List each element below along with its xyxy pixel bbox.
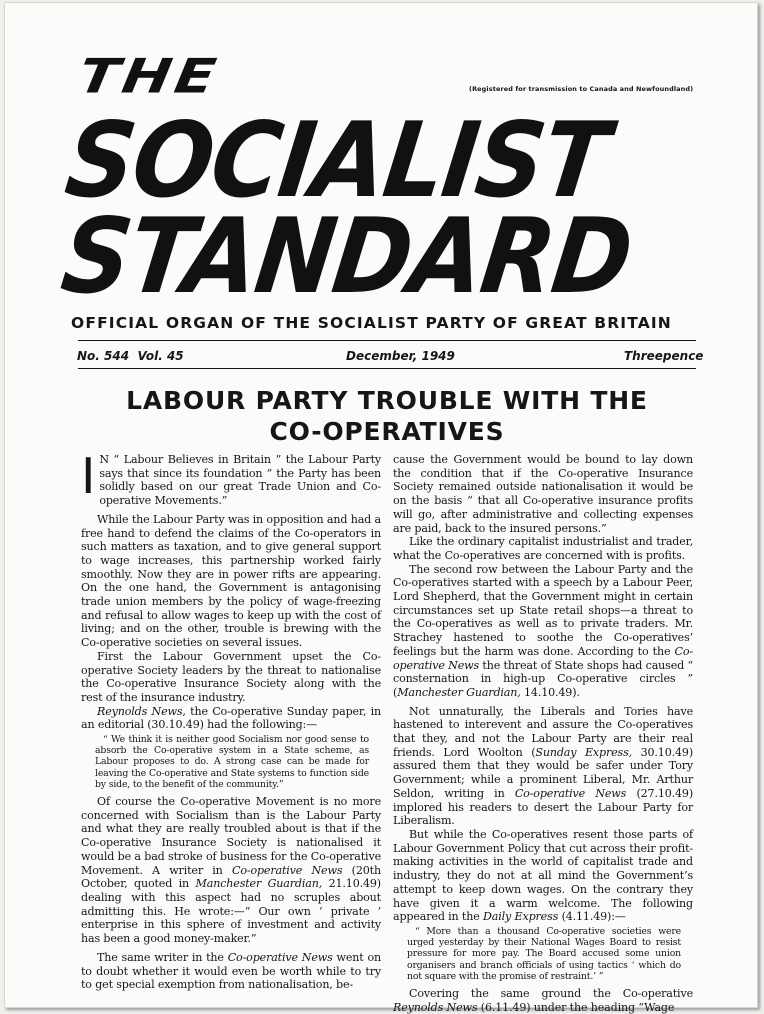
- paragraph: Reynolds News, the Co-operative Sunday paper, in an editorial (30.10.49) had the following:—: [81, 704, 382, 732]
- block-quote: “ More than a thousand Co-operative societies were urged yesterday by their National Wages Board to resist pressure for more pay. The Board accused some union organisers and branch officials of using tactics ‘ which do not square with the promise of restraint.’ ”: [407, 925, 681, 982]
- issue-volume: Vol. 45: [137, 349, 184, 363]
- paragraph: I N “ Labour Believes in Britain ” the Labour Party says that since its foundation “ the Party has been solidly based on our great Trade Union and Co-operative Movements.”: [81, 448, 381, 508]
- paragraph: Covering the same ground the Co-operative Reynolds News (6.11.49) under the heading “Wage: [393, 986, 693, 1014]
- registration-note: (Registered for transmission to Canada and Newfoundland): [469, 85, 694, 93]
- headline-line-1: LABOUR PARTY TROUBLE WITH THE: [126, 386, 648, 415]
- masthead-subtitle: OFFICIAL ORGAN OF THE SOCIALIST PARTY OF GREAT BRITAIN: [71, 314, 672, 332]
- article-headline: [71, 385, 703, 447]
- drop-cap: I: [81, 448, 96, 505]
- article-column-1: [81, 448, 382, 992]
- masthead-standard: STANDARD: [55, 195, 638, 317]
- paragraph: While the Labour Party was in opposition and had a free hand to defend the claims of the Co-operators in such matters as taxation, and to give general support to wage increases, this partnership worked fairly smoothly. Now they are in power rifts are appearing. On the one hand, the Government is antagonising trade union members by the policy of wage-freezing and refusal to allow wages to keep up with the cost of living; and on the other, trouble is brewing with the Co-operative societies on several issues.: [81, 512, 381, 650]
- issue-number-volume: [77, 349, 184, 363]
- paragraph: First the Labour Government upset the Co-operative Society leaders by the threat to nationalise the Co-operative Insurance Society along with the rest of the insurance industry.: [81, 649, 381, 704]
- issue-date: December, 1949: [346, 349, 455, 363]
- masthead-socialist: SOCIALIST: [59, 99, 614, 221]
- paragraph: Not unnaturally, the Liberals and Tories have hastened to interevent and assure the Co-operatives that they, and not the Labour Party are their real friends. Lord Woolton (Sunday Express, 30.10.49) assured them that they would be safer under Tory Government; while a prominent Liberal, Mr. Arthur Seldon, writing in Co-operative News (27.10.49) implored his readers to desert the Labour Party for Liberalism.: [393, 704, 694, 828]
- issue-price: Threepence: [624, 349, 704, 363]
- headline-line-2: CO-OPERATIVES: [269, 417, 505, 446]
- paragraph: The same writer in the Co-operative News went on to doubt whether it would even be worth while to try to get special exemption from nationalisation, be-: [81, 950, 381, 992]
- paragraph: The second row between the Labour Party and the Co-operatives started with a speech by a Labour Peer, Lord Shepherd, that the Government might in certain circumstances set up State retail shops—a threat to the Co-operatives as well as to private traders. Mr. Strachey hastened to soothe the Co-operatives’ feelings but the harm was done. According to the Co-operative News the threat of State shops had caused “ consternation in high-up Co-operative circles ” (Manchester Guardian, 14.10.49).: [393, 562, 693, 699]
- article-column-2: [393, 453, 693, 1014]
- paragraph: cause the Government would be bound to lay down the condition that if the Co-operative Insurance Society remained outside nationalisation it would be on the basis “ that all Co-operative insurance profits will go, after administrative and collecting expenses are paid, back to the insured persons.”: [393, 453, 693, 535]
- block-quote: “ We think it is neither good Socialism nor good sense to absorb the Co-operative system in a State scheme, as Labour proposes to do. A strong case can be made for leaving the Co-operative and State systems to function side by side, to the benefit of the community.”: [95, 734, 369, 790]
- masthead-the: THE: [74, 48, 224, 104]
- newspaper-page: [4, 2, 758, 1014]
- paragraph: Of course the Co-operative Movement is no more concerned with Socialism than is the Labour Party and what they are really troubled about is that if the Co-operative Insurance Society is nationalised it would be a bad stroke of business for the Co-operative Movement. A writer in Co-operative News (20th October, quoted in Manchester Guardian, 21.10.49) dealing with this aspect had no scruples about admitting this. He wrote:—“ Our own ‘ private ’ enterprise in this sphere of investment and activity has been a good money-maker.”: [81, 795, 381, 946]
- issue-number: No. 544: [77, 349, 130, 363]
- rule-bottom: [78, 368, 696, 369]
- paragraph: Like the ordinary capitalist industrialist and trader, what the Co-operatives are concerned with is profits.: [393, 535, 693, 562]
- rule-top: [78, 340, 696, 341]
- paragraph: But while the Co-operatives resent those parts of Labour Government Policy that cut across their profit-making activities in the world of capitalist trade and industry, they do not at all mind the Government’s attempt to keep down wages. On the contrary they have given it a warm welcome. The following appeared in the Daily Express (4.11.49):—: [393, 827, 693, 924]
